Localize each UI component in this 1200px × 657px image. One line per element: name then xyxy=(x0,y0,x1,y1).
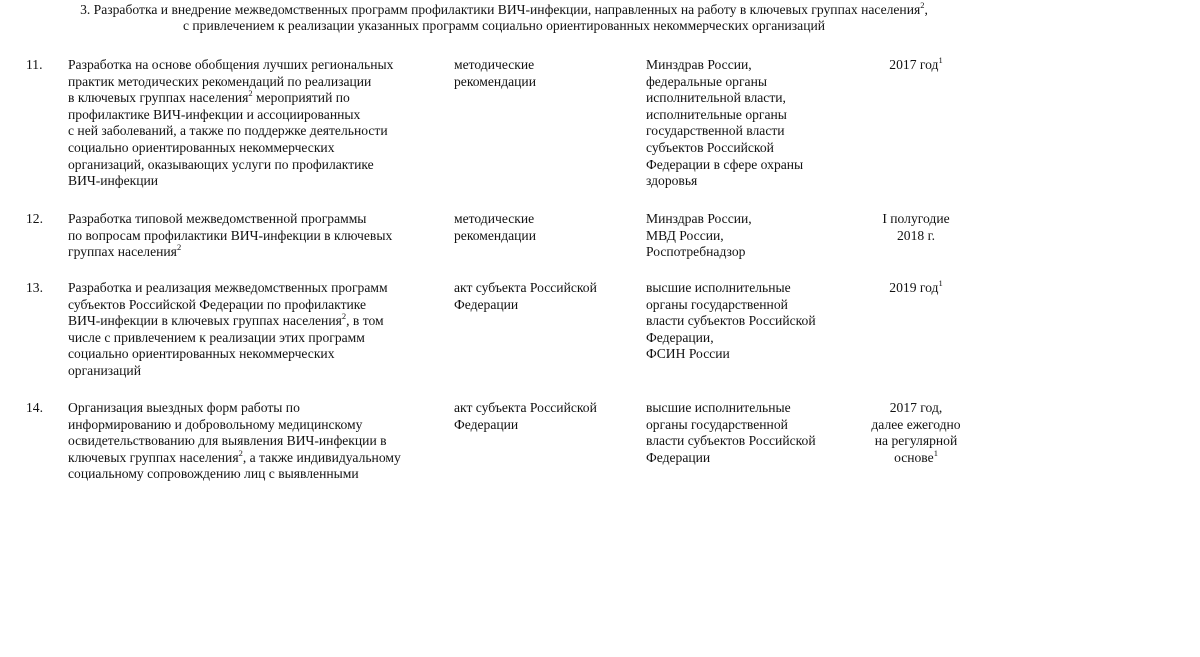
executors: высшие исполнительные органы государственной власти субъектов Российской Федерации xyxy=(646,400,816,465)
term: I полугодие 2018 г. xyxy=(882,211,950,243)
measure-description: Разработка на основе обобщения лучших региональных практик методических рекомендаций по реализации в ключевых группах населения$^2$ мероприятий по профилактике ВИЧ-инфекции и ассоциированных с ней заболеваний, а также по поддержке деятельности социально ориентированных некоммерческих организаций, оказывающих услуги по профилактике ВИЧ-инфекции xyxy=(68,57,394,189)
result-type: методические рекомендации xyxy=(454,211,536,243)
executors: высшие исполнительные органы государственной власти субъектов Российской Федерации, ФСИН России xyxy=(646,280,816,362)
result-type: методические рекомендации xyxy=(454,57,536,89)
term: 2017 год$^1$ xyxy=(889,55,943,72)
term: 2017 год, далее ежегодно на регулярной основе$^1$ xyxy=(871,400,961,465)
result-type: акт субъекта Российской Федерации xyxy=(454,280,597,312)
measure-description: Организация выездных форм работы по информированию и добровольному медицинскому освидетельствованию для выявления ВИЧ-инфекции в ключевых группах населения$^2$, а также индивидуальному социальному сопровождению лиц с выявленными xyxy=(68,400,401,482)
measure-description: Разработка и реализация межведомственных программ субъектов Российской Федерации по профилактике ВИЧ-инфекции в ключевых группах населения$^2$, в том числе с привлечением к реализации этих программ социально ориентированных некоммерческих организаций xyxy=(68,280,388,378)
section-heading xyxy=(4,2,1004,34)
section-heading-line-2: с привлечением к реализации указанных программ социально ориентированных некоммерческих организаций xyxy=(182,18,826,33)
term: 2019 год$^1$ xyxy=(889,278,943,295)
row-number: 12. xyxy=(26,211,43,226)
row-number: 14. xyxy=(26,400,43,415)
executors: Минздрав России, МВД России, Роспотребнадзор xyxy=(646,211,752,260)
executors: Минздрав России, федеральные органы исполнительной власти, исполнительные органы государственной власти субъектов Российской Федерации в сфере охраны здоровья xyxy=(646,57,804,189)
row-number: 13. xyxy=(26,280,43,295)
result-type: акт субъекта Российской Федерации xyxy=(454,400,597,432)
section-heading-line-1: 3. Разработка и внедрение межведомственных программ профилактики ВИЧ-инфекции, направленных на работу в ключевых группах населения$^2$, xyxy=(80,0,928,17)
measure-description: Разработка типовой межведомственной программы по вопросам профилактики ВИЧ-инфекции в ключевых группах населения$^2$ xyxy=(68,211,393,260)
row-number: 11. xyxy=(26,57,43,72)
